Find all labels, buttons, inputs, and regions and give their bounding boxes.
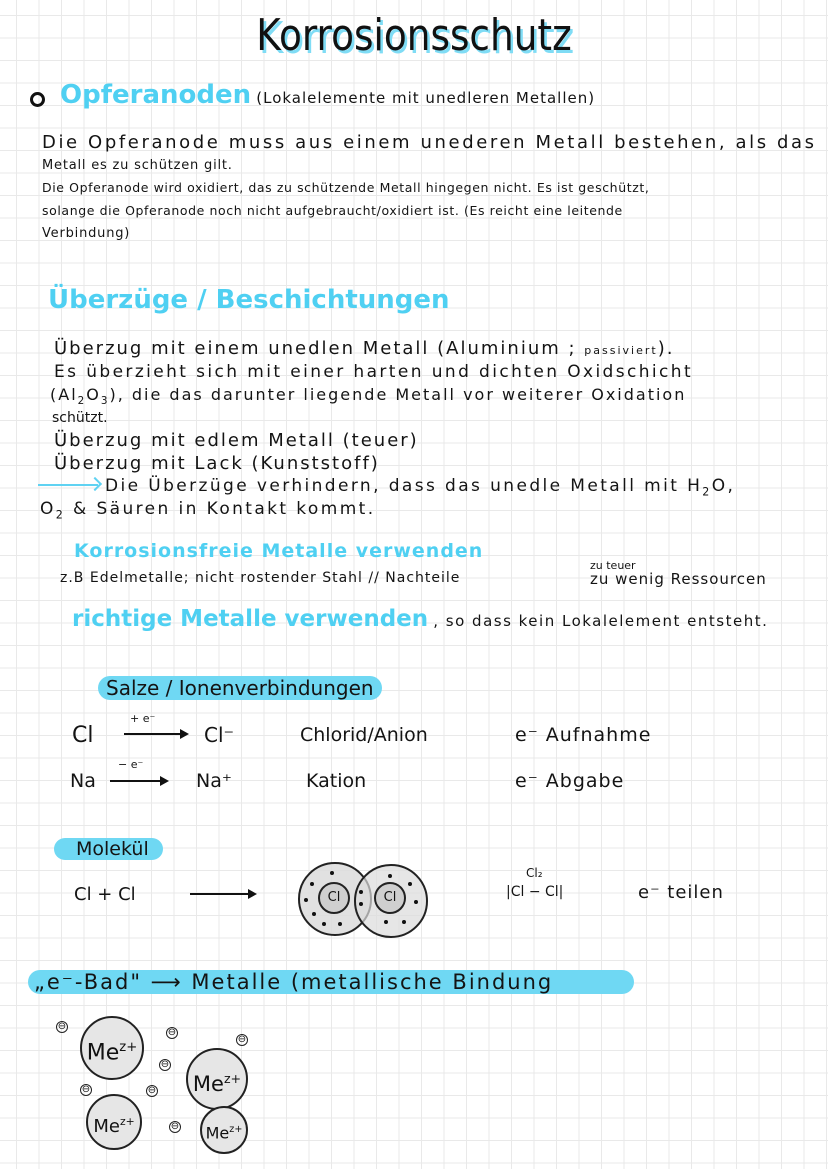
opferanoden-heading: Opferanoden: [60, 80, 252, 110]
arrow-icon: [124, 733, 182, 735]
electron-dot: [408, 882, 412, 886]
formula-cl2: Cl₂: [526, 866, 543, 880]
metal-ion-2: [186, 1048, 248, 1110]
opferanoden-line-4: solange die Opferanode noch nicht aufgebraucht/oxidiert ist. (Es reicht eine leitende: [42, 203, 623, 218]
ion-charge: z+: [119, 1040, 138, 1055]
electron-dot: [310, 882, 314, 886]
ion-charge: z+: [229, 1124, 243, 1135]
ueberzuege-line-3: [50, 385, 686, 407]
opferanoden-line-2: Metall es zu schützen gilt.: [42, 158, 233, 173]
electron-icon: ⊖: [57, 1021, 67, 1032]
opferanoden-line-1: Die Opferanode muss aus einem unederen Metall bestehen, als das: [42, 132, 817, 153]
arrow-icon: [110, 780, 162, 782]
ueberzuege-line-4: schützt.: [52, 410, 108, 426]
electron-dot: [322, 922, 326, 926]
ueberzuege-line-8-text: & Säuren in Kontakt kommt.: [65, 499, 376, 519]
metal-ion-label: Me: [205, 1123, 230, 1143]
electron-icon: ⊖: [237, 1034, 247, 1045]
opferanoden-subheading: (Lokalelemente mit unedleren Metallen): [256, 89, 596, 107]
ueberzuege-line-7-text: Die Überzüge verhindern, dass das unedle Metall mit H: [105, 476, 703, 496]
metalle-heading-label: „e⁻-Bad" ⟶ Metalle (metallische Bindung: [28, 970, 634, 994]
salze-row-2-arrow-label: − e⁻: [118, 758, 144, 771]
lewis-formula: |Cl − Cl|: [506, 884, 564, 900]
electron-dot: [384, 920, 388, 924]
arrow-head-icon: [160, 776, 169, 786]
arrow-icon: [190, 893, 250, 895]
ueberzuege-line-8: [40, 499, 376, 521]
metal-ion-label: Me: [93, 1116, 120, 1137]
cl2-orbital-diagram: [298, 862, 426, 936]
salze-heading: [98, 676, 382, 700]
ion-charge: z+: [119, 1115, 135, 1128]
electron-dot: [414, 900, 418, 904]
arrow-head-icon: [180, 729, 189, 739]
metal-ion-1: [80, 1016, 144, 1080]
shared-electron-dot: [359, 890, 363, 894]
salze-row-1-to: Cl⁻: [204, 723, 235, 747]
molekuel-heading-label: Molekül: [54, 838, 163, 860]
electron-icon: ⊖: [160, 1059, 170, 1070]
subscript: 2: [55, 508, 66, 522]
electron-icon: ⊖: [167, 1027, 177, 1038]
salze-row-1-arrow-label: + e⁻: [130, 712, 156, 725]
nachteil-ressourcen: zu wenig Ressourcen: [590, 570, 767, 588]
bullet-icon: [30, 92, 45, 107]
cl-core-right: Cl: [374, 882, 406, 914]
metalle-heading: [28, 970, 634, 994]
page-title: Korrosionsschutz: [256, 10, 572, 61]
electron-icon: ⊖: [147, 1085, 157, 1096]
ueberzuege-line-1-end: ).: [657, 338, 675, 359]
salze-row-2-from: Na: [70, 770, 96, 792]
salze-row-2-note: e⁻ Abgabe: [515, 770, 625, 792]
formula-o: O: [86, 385, 101, 404]
ueberzuege-line-7-end: O,: [711, 476, 736, 496]
electron-icon: ⊖: [170, 1121, 180, 1132]
electron-dot: [388, 874, 392, 878]
electron-dot: [330, 871, 334, 875]
salze-row-1-name: Chlorid/Anion: [300, 724, 428, 746]
richtige-heading: richtige Metalle verwenden: [72, 606, 429, 632]
ueberzuege-line-7: [105, 476, 735, 498]
molekuel-reaction: Cl + Cl: [74, 884, 136, 905]
ueberzuege-heading: Überzüge / Beschichtungen: [48, 285, 450, 315]
subscript: 3: [100, 395, 110, 408]
ueberzuege-line-5: Überzug mit edlem Metall (teuer): [54, 430, 419, 451]
passiviert-note: passiviert: [584, 344, 658, 357]
opferanoden-line-3: Die Opferanode wird oxidiert, das zu schützende Metall hingegen nicht. Es ist geschützt,: [42, 180, 650, 195]
ueberzuege-line-2: Es überzieht sich mit einer harten und dichten Oxidschicht: [54, 362, 694, 382]
salze-row-1-from: Cl: [72, 723, 94, 748]
nachteil-teuer: zu teuer: [590, 559, 636, 572]
subscript: 2: [702, 485, 712, 499]
salze-row-2-name: Kation: [306, 770, 367, 792]
formula-o2: O: [40, 499, 56, 519]
opferanoden-heading-row: [60, 80, 595, 110]
electron-dot: [338, 922, 342, 926]
shared-electron-dot: [359, 902, 363, 906]
formula-al: (Al: [50, 385, 78, 404]
metal-ion-3: [86, 1094, 142, 1150]
metal-ion-4: [200, 1106, 248, 1154]
metal-ion-label: Me: [86, 1040, 120, 1066]
opferanoden-line-5: Verbindung): [42, 226, 131, 241]
subscript: 2: [77, 395, 87, 408]
molekuel-heading: [54, 838, 163, 860]
ueberzuege-line-1: [54, 338, 674, 359]
richtige-row: [72, 606, 768, 632]
arrow-icon: [38, 484, 98, 486]
electron-dot: [312, 912, 316, 916]
electron-dot: [304, 898, 308, 902]
salze-row-1-note: e⁻ Aufnahme: [515, 724, 652, 746]
molekuel-note: e⁻ teilen: [638, 882, 724, 903]
electron-dot: [402, 920, 406, 924]
salze-row-2-to: Na⁺: [196, 770, 232, 792]
richtige-text: , so dass kein Lokalelement entsteht.: [433, 612, 769, 630]
ueberzuege-line-1-text: Überzug mit einem unedlen Metall (Aluminium ;: [54, 338, 585, 359]
cl-core-left: Cl: [318, 882, 350, 914]
electron-icon: ⊖: [81, 1084, 91, 1095]
metal-ion-label: Me: [192, 1072, 224, 1096]
korrosionsfrei-line-1: z.B Edelmetalle; nicht rostender Stahl // Nachteile: [60, 570, 461, 586]
arrow-head-icon: [248, 889, 257, 899]
ueberzuege-line-6: Überzug mit Lack (Kunststoff): [54, 453, 380, 474]
korrosionsfrei-heading: Korrosionsfreie Metalle verwenden: [74, 540, 484, 562]
ion-charge: z+: [223, 1071, 242, 1086]
salze-heading-label: Salze / Ionenverbindungen: [98, 676, 382, 700]
ueberzuege-line-3-text: ), die das darunter liegende Metall vor weiterer Oxidation: [109, 385, 687, 404]
